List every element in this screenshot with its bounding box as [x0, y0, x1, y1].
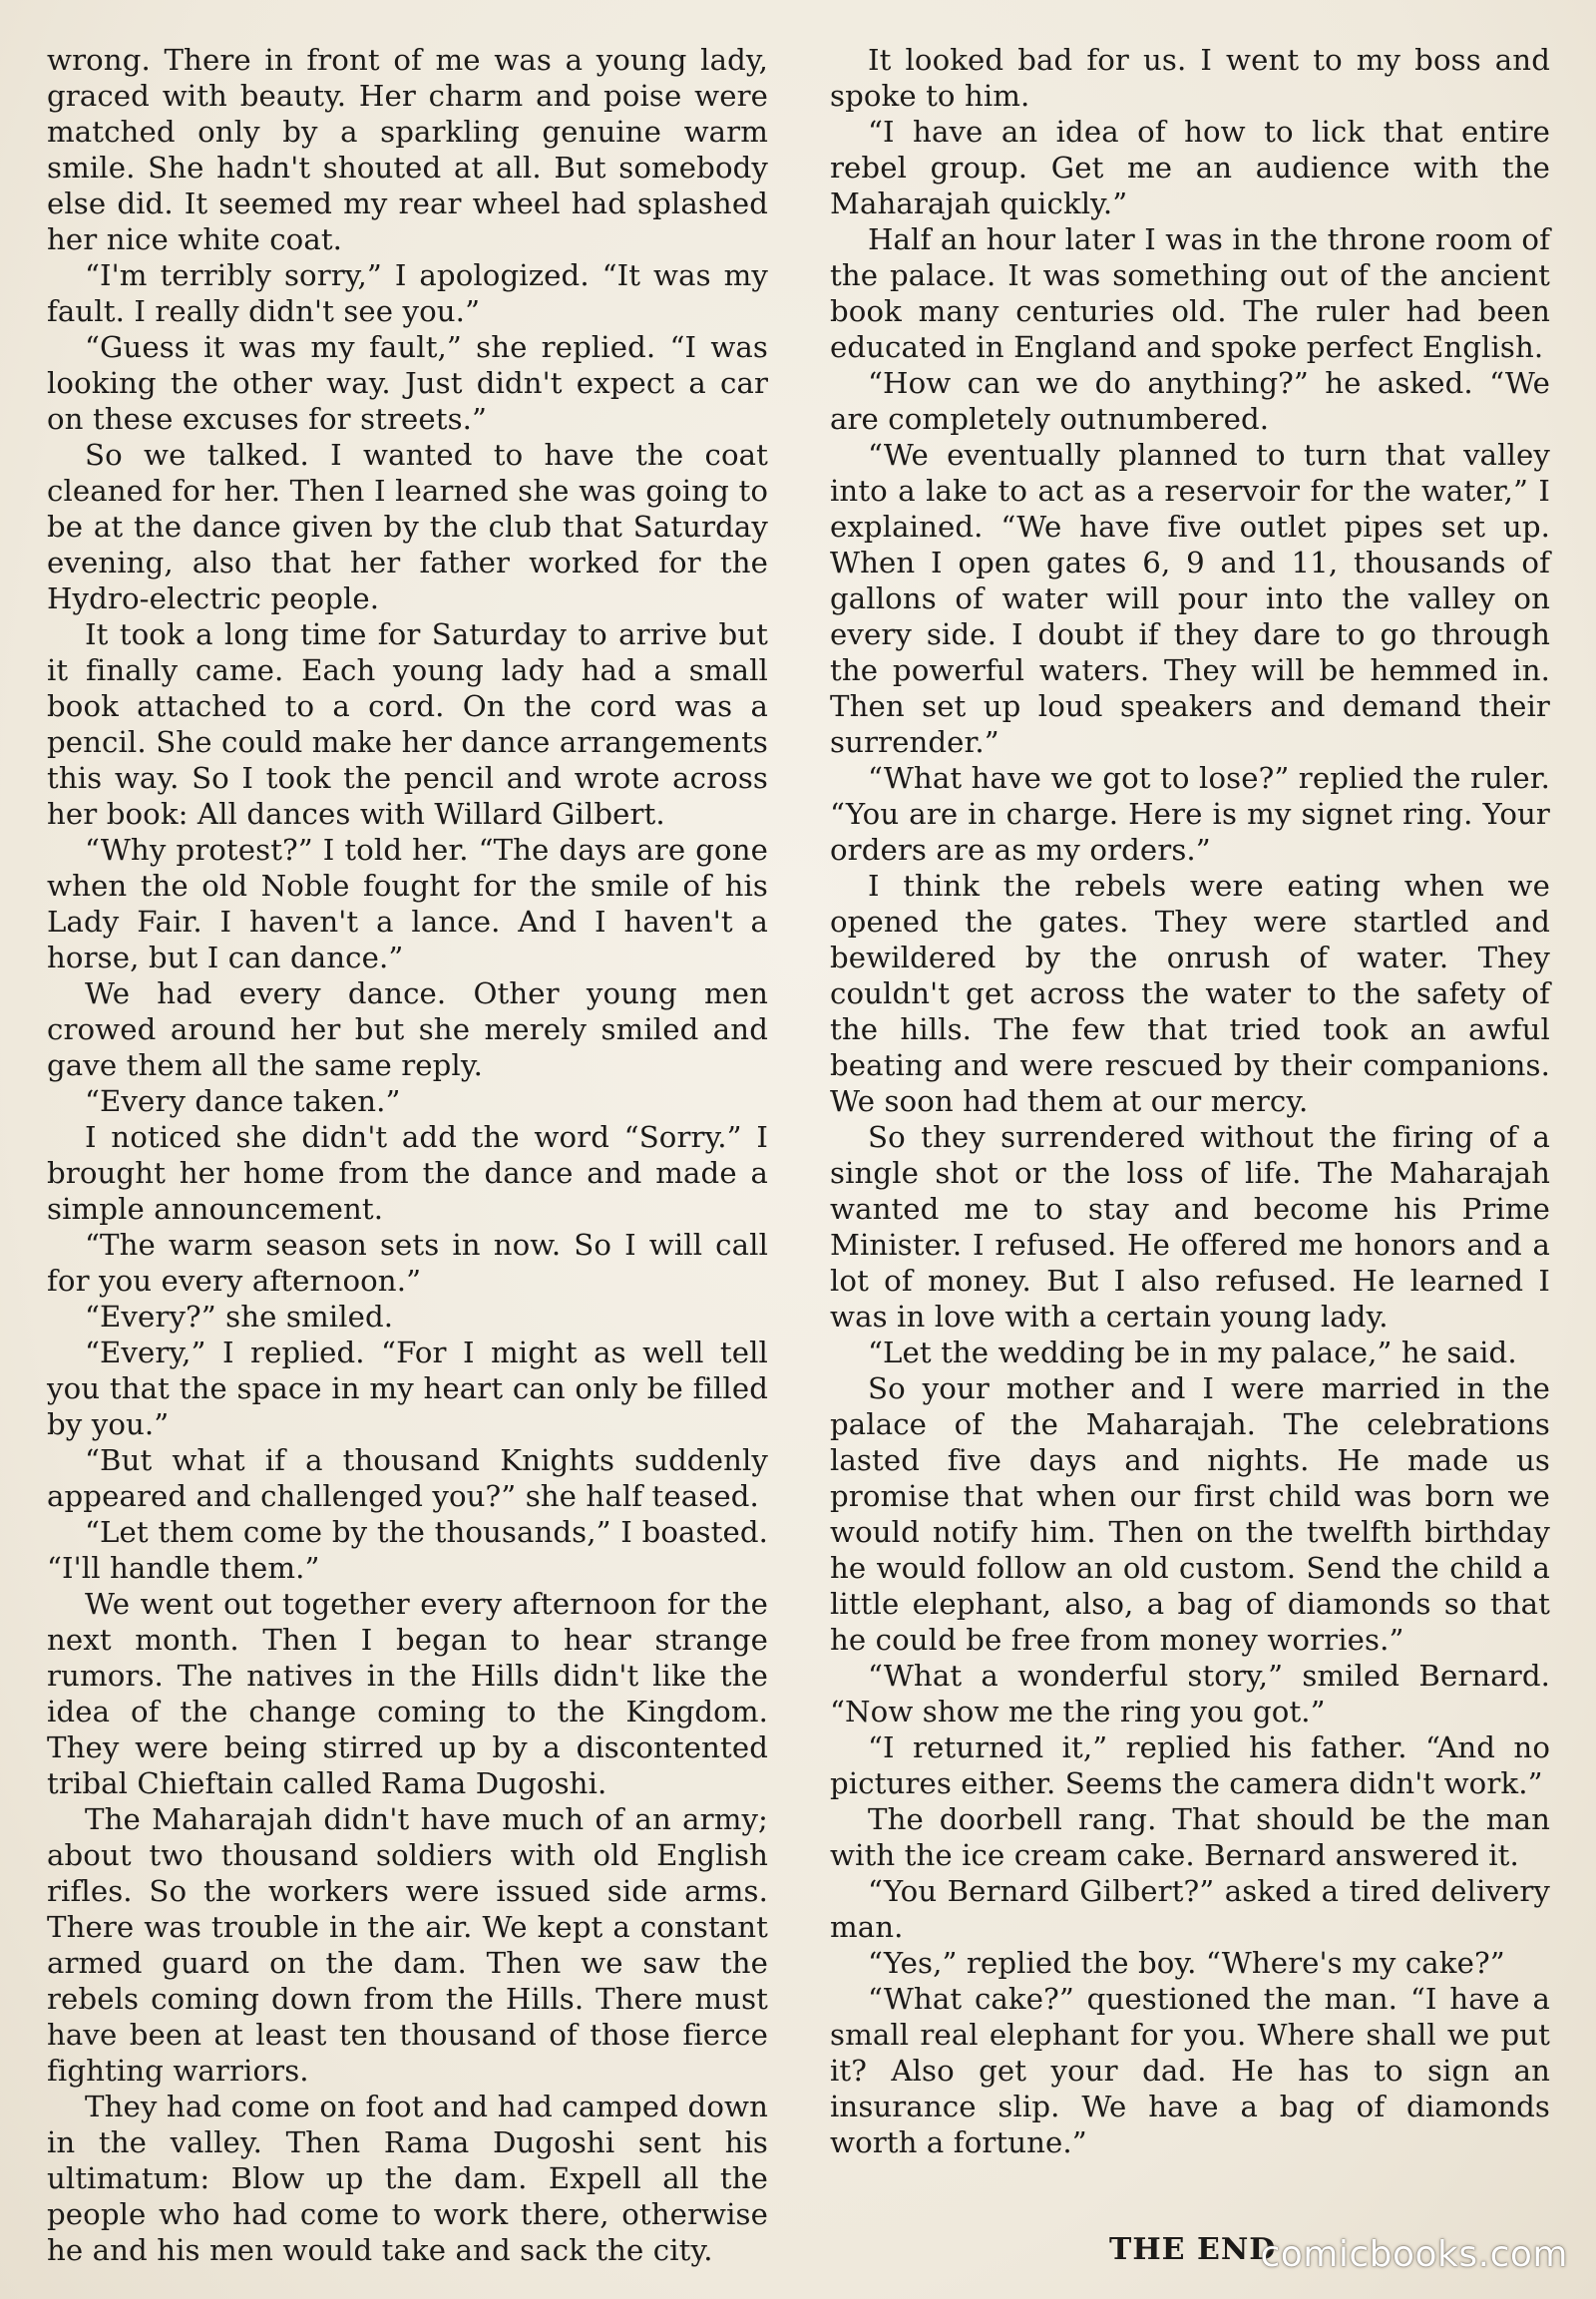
story-paragraph: “Let the wedding be in my palace,” he said. — [868, 1336, 1517, 1369]
story-paragraph: “You Bernard Gilbert?” asked a tired delivery man. — [830, 1874, 1550, 1944]
story-paragraph: “Guess it was my fault,” she replied. “I was looking the other way. Just didn't expect a car on these excuses for streets.” — [47, 330, 768, 436]
story-paragraph: “I returned it,” replied his father. “And no pictures either. Seems the camera didn't work.” — [830, 1730, 1550, 1800]
story-paragraph: Half an hour later I was in the throne room of the palace. It was something out of the ancient book many centuries old. The ruler had been educated in England and spoke perfect English. — [830, 222, 1550, 364]
story-paragraph: It looked bad for us. I went to my boss and spoke to him. — [830, 43, 1550, 113]
story-paragraph: They had come on foot and had camped down in the valley. Then Rama Dugoshi sent his ultimatum: Blow up the dam. Expell all the people who had come to work there, otherwise he and his men would take and sack the city. — [47, 2090, 768, 2267]
story-paragraph: “Every,” I replied. “For I might as well tell you that the space in my heart can only be filled by you.” — [47, 1336, 768, 1441]
story-paragraph: “Let them come by the thousands,” I boasted. “I'll handle them.” — [47, 1515, 768, 1585]
story-paragraph: So we talked. I wanted to have the coat cleaned for her. Then I learned she was going to be at the dance given by the club that Saturday evening, also that her father worked for the Hydro-electric people. — [47, 438, 768, 615]
story-paragraph: So your mother and I were married in the palace of the Maharajah. The celebrations lasted five days and nights. He made us promise that when our first child was born we would notify him. Then on the twelfth birthday he would follow an old custom. Send the child a little elephant, also, a bag of diamonds so that he could be free from money worries.” — [830, 1371, 1550, 1657]
story-paragraph: wrong. There in front of me was a young lady, graced with beauty. Her charm and poise were matched only by a sparkling genuine warm smile. She hadn't shouted at all. But somebody else did. It seemed my rear wheel had splashed her nice white coat. — [47, 43, 768, 256]
story-paragraph: “What a wonderful story,” smiled Bernard. “Now show me the ring you got.” — [830, 1659, 1550, 1728]
story-paragraph: I think the rebels were eating when we opened the gates. They were startled and bewildered by the onrush of water. They couldn't get across the water to the safety of the hills. The few that tried took an awful beating and were rescued by their companions. We soon had them at our mercy. — [830, 869, 1550, 1118]
story-paragraph: “But what if a thousand Knights suddenly appeared and challenged you?” she half teased. — [47, 1443, 768, 1513]
story-paragraph: “Why protest?” I told her. “The days are gone when the old Noble fought for the smile of his Lady Fair. I haven't a lance. And I haven't a horse, but I can dance.” — [47, 833, 768, 974]
story-paragraph: “We eventually planned to turn that valley into a lake to act as a reservoir for the water,” I explained. “We have five outlet pipes set up. When I open gates 6, 9 and 11, thousands of gallons of water will pour into the valley on every side. I doubt if they dare to go through the powerful waters. They will be hemmed in. Then set up loud speakers and demand their surrender.” — [830, 438, 1550, 759]
story-paragraph: “Every?” she smiled. — [85, 1300, 394, 1334]
story-paragraph: “Yes,” replied the boy. “Where's my cake?” — [868, 1946, 1505, 1980]
story-paragraph: The doorbell rang. That should be the man with the ice cream cake. Bernard answered it. — [830, 1802, 1550, 1872]
site-watermark: comicbooks.com — [1260, 2234, 1568, 2275]
story-paragraph: It took a long time for Saturday to arrive but it finally came. Each young lady had a small book attached to a cord. On the cord was a pencil. She could make her dance arrangements this way. So I took the pencil and wrote across her book: All dances with Willard Gilbert. — [47, 617, 768, 831]
story-paragraph: “How can we do anything?” he asked. “We are completely outnumbered. — [830, 366, 1550, 436]
story-paragraph: “What have we got to lose?” replied the ruler. “You are in charge. Here is my signet ring. Your orders are as my orders.” — [830, 761, 1550, 867]
story-paragraph: “I have an idea of how to lick that entire rebel group. Get me an audience with the Maharajah quickly.” — [830, 115, 1550, 220]
story-paragraph: “Every dance taken.” — [85, 1084, 401, 1118]
right-column — [830, 42, 1550, 2160]
story-paragraph: The Maharajah didn't have much of an army; about two thousand soldiers with old English rifles. So the workers were issued side arms. There was trouble in the air. We kept a constant armed guard on the dam. Then we saw the rebels coming down from the Hills. There must have been at least ten thousand of those fierce fighting warriors. — [47, 1802, 768, 2088]
story-paragraph: We went out together every afternoon for the next month. Then I began to hear strange rumors. The natives in the Hills didn't like the idea of the change coming to the Kingdom. They were being stirred up by a discontented tribal Chieftain called Rama Dugoshi. — [47, 1587, 768, 1800]
story-paragraph: “The warm season sets in now. So I will call for you every afternoon.” — [47, 1228, 768, 1298]
story-paragraph: “What cake?” questioned the man. “I have a small real elephant for you. Where shall we put it? Also get your dad. He has to sign an insurance slip. We have a bag of diamonds worth a fortune.” — [830, 1982, 1550, 2159]
left-column — [47, 42, 768, 2268]
story-paragraph: “I'm terribly sorry,” I apologized. “It was my fault. I really didn't see you.” — [47, 258, 768, 328]
the-end-label: THE END — [1109, 2232, 1277, 2267]
story-paragraph: We had every dance. Other young men crowed around her but she merely smiled and gave them all the same reply. — [47, 976, 768, 1082]
story-paragraph: So they surrendered without the firing of a single shot or the loss of life. The Maharajah wanted me to stay and become his Prime Minister. I refused. He offered me honors and a lot of money. But I also refused. He learned I was in love with a certain young lady. — [830, 1120, 1550, 1334]
story-paragraph: I noticed she didn't add the word “Sorry.” I brought her home from the dance and made a simple announcement. — [47, 1120, 768, 1226]
